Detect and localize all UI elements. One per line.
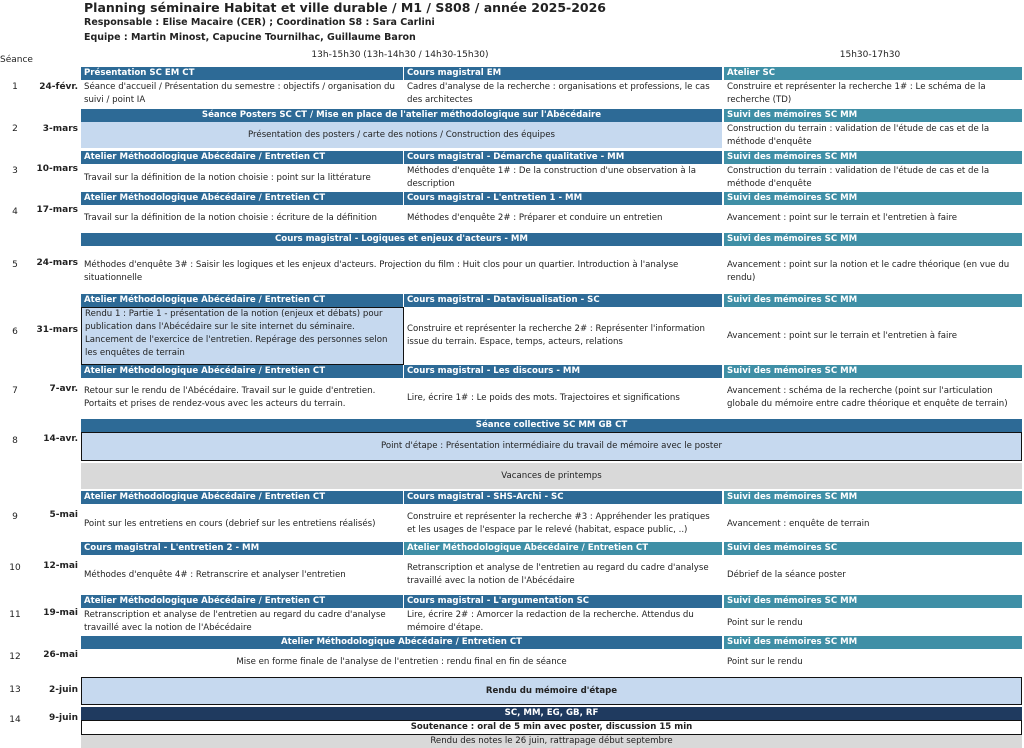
session-band: Cours magistral - L'entretien 2 - MM (81, 542, 403, 555)
session-date: 5-mai (49, 510, 78, 520)
cell-slot1b: Lire, écrire 1# : Le poids des mots. Trajectoires et significations (407, 392, 680, 403)
session-number: 13 (9, 685, 21, 695)
session-band: Cours magistral - Démarche qualitative - MM (404, 151, 722, 164)
session-band: Suivi des mémoires SC MM (724, 233, 1022, 246)
cell-slot2: Avancement : enquête de terrain (727, 518, 870, 529)
cell-point-etape: Point d'étape : Présentation intermédiaire du travail de mémoire avec le poster (81, 432, 1022, 461)
session-band: Suivi des mémoires SC MM (724, 192, 1022, 205)
session-number: 8 (12, 436, 18, 446)
session-date: 12-mai (43, 561, 78, 571)
session-band: Cours magistral - L'entretien 1 - MM (404, 192, 722, 205)
session-number: 7 (12, 386, 18, 396)
session-date: 3-mars (42, 124, 78, 134)
cell-slot1: Méthodes d'enquête 4# : Retranscrire et analyser l'entretien (84, 569, 346, 580)
session-band: Cours magistral - SHS-Archi - SC (404, 491, 722, 504)
session-date: 14-avr. (43, 434, 78, 444)
session-band: Cours magistral EM (404, 67, 722, 80)
cell-slot1b: Méthodes d'enquête 1# : De la construction d'une observation à la description (407, 166, 697, 189)
cell-slot1: Travail sur la définition de la notion choisie : point sur la littérature (84, 172, 371, 183)
session-date: 17-mars (36, 205, 78, 215)
cell-slot2: Point sur le rendu (727, 617, 803, 628)
session-band: Suivi des mémoires SC (724, 542, 1022, 555)
session-band: Atelier Méthodologique Abécédaire / Entretien CT (81, 365, 403, 378)
session-date: 7-avr. (49, 384, 78, 394)
session-band: Suivi des mémoires SC MM (724, 636, 1022, 649)
session-date: 10-mars (36, 164, 78, 174)
cell-slot1: Mise en forme finale de l'analyse de l'entretien : rendu final en fin de séance (236, 656, 567, 667)
cell-slot1b: Construire et représenter la recherche 2# : Représenter l'information issue du terrain. Espace, temps, acteurs, relations (407, 324, 705, 347)
session-number: 12 (9, 652, 21, 662)
session-number: 14 (9, 715, 21, 725)
cell-slot1: Travail sur la définition de la notion choisie : écriture de la définition (84, 212, 377, 223)
session-number: 10 (9, 563, 21, 573)
session-number: 9 (12, 512, 18, 522)
cell-slot1-rendu: Rendu 1 : Partie 1 - présentation de la notion (enjeux et débats) pour publication dans l'Abécédaire sur le site internet du séminaire. Lancement de l'exercice de l'entretien. Repérage des personnes selon les enquêtes de terrain (81, 307, 404, 365)
cell-slot2: Construire et représenter la recherche 1# : Le schéma de la recherche (TD) (727, 82, 986, 105)
session-band: Cours magistral - L'argumentation SC (404, 595, 722, 608)
session-date: 2-juin (49, 685, 78, 695)
session-band: Atelier Méthodologique Abécédaire / Entretien CT (81, 151, 403, 164)
cell-slot1: Présentation des posters / carte des notions / Construction des équipes (81, 122, 722, 148)
session-band: Atelier Méthodologique Abécédaire / Entretien CT (81, 192, 403, 205)
session-date: 26-mai (43, 650, 78, 660)
holiday-row: Vacances de printemps (81, 463, 1022, 489)
cell-slot1: Retranscription et analyse de l'entretien au regard du cadre d'analyse travaillé avec la notion de l'Abécédaire (84, 610, 386, 633)
session-date: 24-févr. (39, 82, 78, 92)
session-band: Atelier Méthodologique Abécédaire / Entretien CT (81, 636, 722, 649)
cell-slot1b: Retranscription et analyse de l'entretien au regard du cadre d'analyse travaillé avec la notion de l'Abécédaire (407, 563, 709, 586)
cell-slot2: Avancement : point sur le terrain et l'entretien à faire (727, 212, 958, 223)
session-number: 6 (12, 327, 18, 337)
session-band: Suivi des mémoires SC MM (724, 595, 1022, 608)
session-band: Atelier SC (724, 67, 1022, 80)
session-band: Séance Posters SC CT / Mise en place de l'atelier méthodologique sur l'Abécédaire (81, 109, 722, 122)
cell-slot1b: Lire, écrire 2# : Amorcer la redaction de la recherche. Attendus du mémoire d'étape. (407, 610, 694, 633)
session-band: Présentation SC EM CT (81, 67, 403, 80)
cell-slot2: Avancement : point sur la notion et le cadre théorique (en vue du rendu) (727, 260, 1010, 283)
slot2-header: 15h30-17h30 (839, 50, 901, 60)
cell-slot2: Avancement : point sur le terrain et l'entretien à faire (727, 330, 958, 341)
session-date: 19-mai (43, 608, 78, 618)
session-band: Atelier Méthodologique Abécédaire / Entretien CT (81, 294, 403, 307)
session-band: Cours magistral - Les discours - MM (404, 365, 722, 378)
session-number: 1 (12, 82, 18, 92)
session-band: Atelier Méthodologique Abécédaire / Entretien CT (81, 491, 403, 504)
cell-slot2: Construction du terrain : validation de l'étude de cas et de la méthode d'enquête (727, 124, 990, 147)
session-number: 5 (12, 260, 18, 270)
cell-slot2: Débrief de la séance poster (727, 569, 846, 580)
cell-slot1: Retour sur le rendu de l'Abécédaire. Travail sur le guide d'entretien. Portaits et prises de rendez-vous avec les acteurs du terrain. (84, 386, 376, 409)
session-band: Suivi des mémoires SC MM (724, 109, 1022, 122)
equipe-line: Equipe : Martin Minost, Capucine Tournilhac, Guillaume Baron (84, 32, 416, 43)
session-date: 9-juin (49, 713, 78, 723)
cell-soutenance: Soutenance : oral de 5 min avec poster, discussion 15 min (81, 720, 1022, 735)
session-band: Atelier Méthodologique Abécédaire / Entretien CT (81, 595, 403, 608)
session-band: Cours magistral - Logiques et enjeux d'acteurs - MM (81, 233, 722, 246)
session-number: 4 (12, 207, 18, 217)
cell-slot2: Avancement : schéma de la recherche (point sur l'articulation globale du mémoire entre cadre théorique et enquête de terrain) (727, 386, 1008, 409)
session-band: Suivi des mémoires SC MM (724, 365, 1022, 378)
session-band: Suivi des mémoires SC MM (724, 491, 1022, 504)
slot1-header: 13h-15h30 (13h-14h30 / 14h30-15h30) (311, 50, 489, 60)
cell-slot1b: Cadres d'analyse de la recherche : organisations et professions, le cas des architectes (407, 82, 710, 105)
cell-slot1b: Construire et représenter la recherche #3 : Appréhender les pratiques et les usages de l'espace par le relevé (habitat, espace public, ..) (407, 512, 710, 535)
session-band: SC, MM, EG, GB, RF (81, 707, 1022, 720)
session-band: Suivi des mémoires SC MM (724, 151, 1022, 164)
session-number: 3 (12, 166, 18, 176)
cell-rendu-memoire: Rendu du mémoire d'étape (81, 677, 1022, 705)
session-number: 2 (12, 124, 18, 134)
page-title: Planning séminaire Habitat et ville durable / M1 / S808 / année 2025-2026 (84, 0, 607, 15)
session-number: 11 (9, 610, 21, 620)
cell-slot1: Point sur les entretiens en cours (debrief sur les entretiens réalisés) (84, 518, 376, 529)
cell-slot2: Point sur le rendu (727, 656, 803, 667)
cell-slot1: Méthodes d'enquête 3# : Saisir les logiques et les enjeux d'acteurs. Projection du film : Huit clos pour un quartier. Introduction à l'analyse situationnelle (84, 260, 679, 283)
responsable-line: Responsable : Elise Macaire (CER) ; Coordination S8 : Sara Carlini (84, 17, 435, 28)
session-band: Atelier Méthodologique Abécédaire / Entretien CT (404, 542, 722, 555)
cell-slot1: Séance d'accueil / Présentation du semestre : objectifs / organisation du suivi / point IA (84, 82, 395, 105)
session-date: 24-mars (36, 258, 78, 268)
session-band: Séance collective SC MM GB CT (81, 419, 1022, 432)
seance-column-header: Séance (0, 55, 33, 65)
cell-slot2: Construction du terrain : validation de l'étude de cas et de la méthode d'enquête (727, 166, 990, 189)
session-date: 31-mars (36, 325, 78, 335)
session-band: Cours magistral - Datavisualisation - SC (404, 294, 722, 307)
footer-note: Rendu des notes le 26 juin, rattrapage début septembre (81, 735, 1022, 748)
cell-slot1b: Méthodes d'enquête 2# : Préparer et conduire un entretien (407, 212, 663, 223)
session-band: Suivi des mémoires SC MM (724, 294, 1022, 307)
